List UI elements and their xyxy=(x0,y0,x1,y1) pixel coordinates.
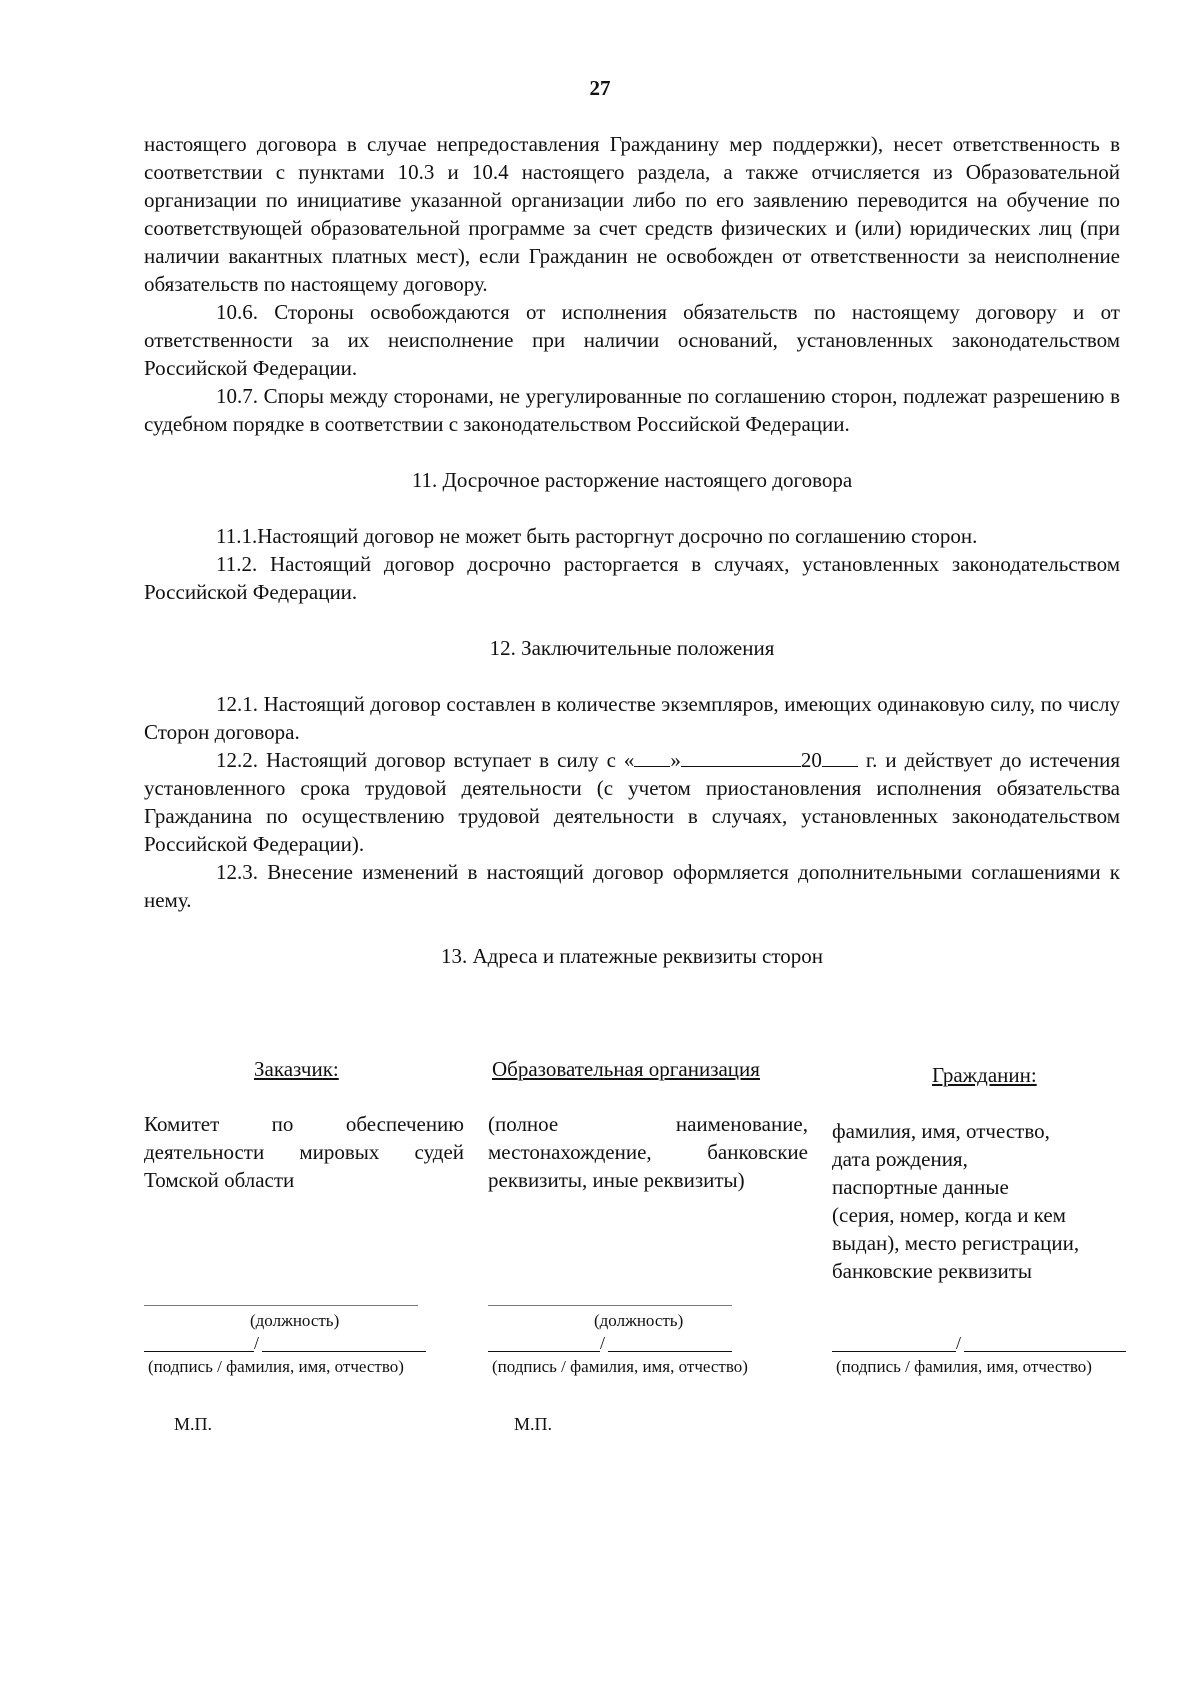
paragraph-10-6: 10.6. Стороны освобождаются от исполнения обязательств по настоящему договору и от ответственности за их неисполнение при наличии оснований, установленных законодательством Российской Федерации. xyxy=(144,300,1120,380)
paragraph-11-2: 11.2. Настоящий договор досрочно расторгается в случаях, установленных законодательством Российской Федерации. xyxy=(144,552,1120,604)
paragraph-continuation: настоящего договора в случае непредоставления Гражданину мер поддержки), несет ответственность в соответствии с пунктами 10.3 и 10.4 настоящего раздела, а также отчисляется из Образовательной организации по инициативе указанной организации либо по его заявлению переводится на обучение по соответствующей образовательной программе за счет средств физических и (или) юридических лиц (при наличии вакантных платных мест), если Гражданин не освобожден от ответственности за неисполнение обязательств по настоящему договору. xyxy=(144,132,1120,296)
section-heading-11: 11. Досрочное расторжение настоящего договора xyxy=(411,468,853,492)
citizen-name-line[interactable] xyxy=(964,1351,1126,1352)
organization-name-line[interactable] xyxy=(608,1351,732,1352)
citizen-signature-line[interactable] xyxy=(832,1351,956,1352)
organization-position-line[interactable] xyxy=(488,1305,732,1306)
page-number: 27 xyxy=(589,76,611,100)
citizen-description-line: дата рождения, xyxy=(832,1147,968,1171)
citizen-signature-slash: / xyxy=(956,1333,962,1353)
customer-title: Заказчик: xyxy=(254,1057,339,1081)
paragraph-11-1: 11.1.Настоящий договор не может быть расторгнут досрочно по соглашению сторон. xyxy=(216,524,978,548)
paragraph-12-2-start: 12.2. Настоящий договор вступает в силу с « xyxy=(216,748,635,772)
section-heading-13: 13. Адреса и платежные реквизиты сторон xyxy=(441,944,823,968)
customer-signature-slash: / xyxy=(254,1333,260,1353)
paragraph-10-7: 10.7. Споры между сторонами, не урегулированные по соглашению сторон, подлежат разрешению в судебном порядке в соответствии с законодательством Российской Федерации. xyxy=(144,384,1120,436)
paragraph-12-2-quote: » xyxy=(670,748,681,772)
organization-signature-label: (подпись / фамилия, имя, отчество) xyxy=(492,1357,748,1376)
paragraph-12-1: 12.1. Настоящий договор составлен в количестве экземпляров, имеющих одинаковую силу, по числу Сторон договора. xyxy=(144,692,1120,744)
citizen-description-line: фамилия, имя, отчество, xyxy=(832,1119,1050,1143)
year-blank xyxy=(822,746,858,767)
paragraph-12-2-year: 20 xyxy=(800,748,822,772)
organization-position-label: (должность) xyxy=(594,1311,684,1330)
citizen-signature-label: (подпись / фамилия, имя, отчество) xyxy=(836,1357,1092,1376)
citizen-description-line: банковские реквизиты xyxy=(832,1259,1033,1283)
day-blank xyxy=(634,746,670,767)
customer-signature-label: (подпись / фамилия, имя, отчество) xyxy=(148,1357,404,1376)
organization-description: (полное наименование, местонахождение, банковские реквизиты, иные реквизиты) xyxy=(488,1112,808,1192)
paragraph-12-3: 12.3. Внесение изменений в настоящий договор оформляется дополнительными соглашениями к нему. xyxy=(144,860,1120,912)
citizen-description-line: паспортные данные xyxy=(832,1175,1009,1199)
parties-requisites xyxy=(144,1055,1144,1455)
customer-stamp-label: М.П. xyxy=(174,1414,213,1434)
paragraph-12-2-end: г. и действует до истечения установленного срока трудовой деятельности (с учетом приостановления исполнения обязательства Гражданина по осуществлению трудовой деятельности в случаях, установленных законодательством Российской Федерации). xyxy=(144,748,1120,856)
organization-title: Образовательная организация xyxy=(492,1057,760,1081)
month-blank xyxy=(681,746,801,767)
customer-position-label: (должность) xyxy=(250,1311,340,1330)
document-body xyxy=(144,130,1120,970)
organization-signature-line[interactable] xyxy=(488,1351,600,1352)
paragraph-12-2 xyxy=(144,746,1120,858)
section-heading-12: 12. Заключительные положения xyxy=(489,636,775,660)
organization-signature-slash: / xyxy=(600,1333,606,1353)
customer-position-line[interactable] xyxy=(144,1305,418,1306)
citizen-description-line: выдан), место регистрации, xyxy=(832,1231,1080,1255)
customer-signature-line[interactable] xyxy=(144,1351,254,1352)
customer-description: Комитет по обеспечению деятельности мировых судей Томской области xyxy=(144,1112,464,1192)
citizen-description xyxy=(832,1117,1132,1285)
citizen-title: Гражданин: xyxy=(932,1063,1037,1087)
customer-name-line[interactable] xyxy=(262,1351,426,1352)
citizen-description-line: (серия, номер, когда и кем xyxy=(832,1203,1066,1227)
organization-stamp-label: М.П. xyxy=(514,1414,553,1434)
